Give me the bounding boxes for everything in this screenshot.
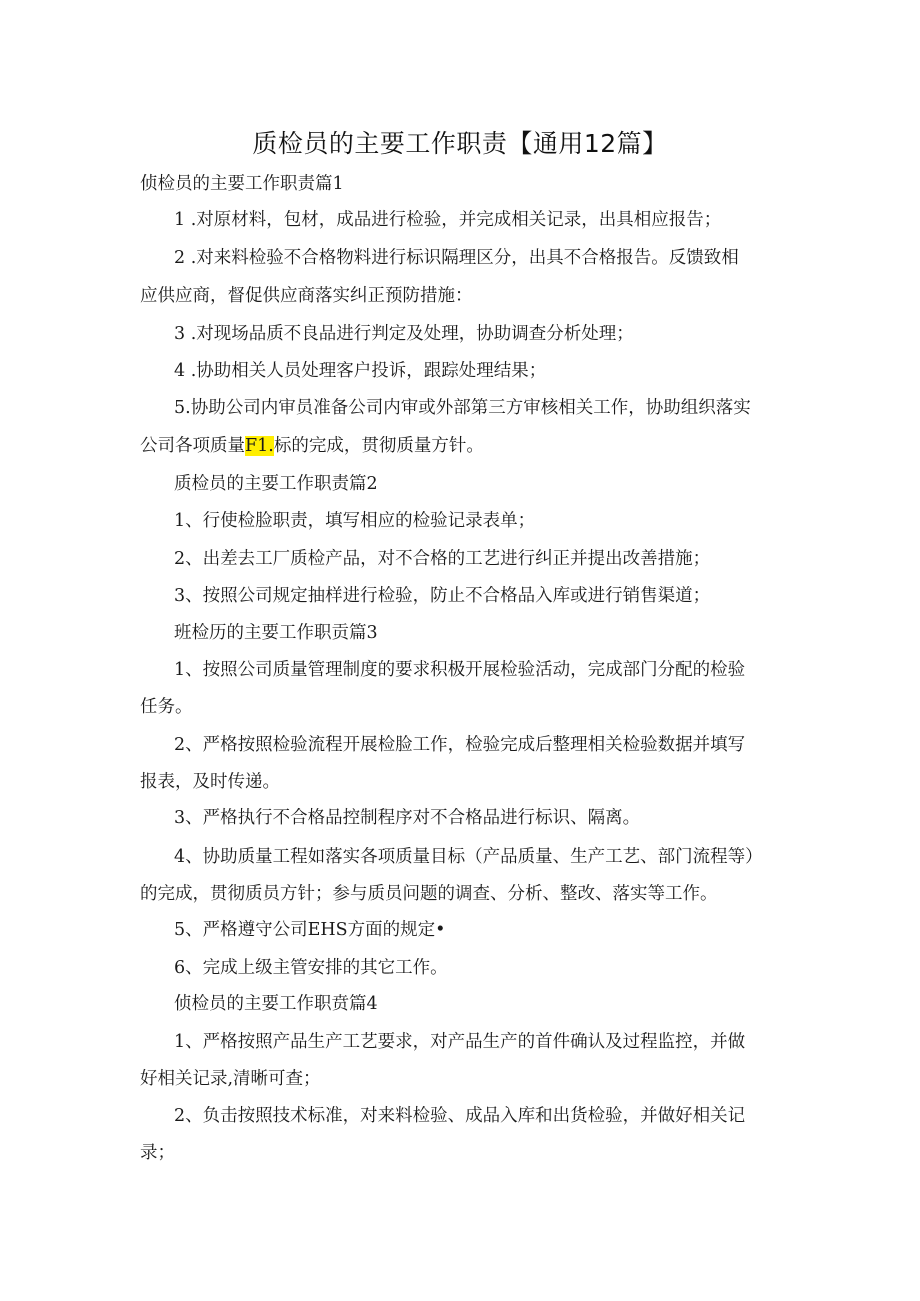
section-heading: 质检员的主要工作职责篇2 xyxy=(174,474,378,494)
section-heading: 班检历的主要工作职贡篇3 xyxy=(174,623,378,643)
paragraph-line: 2、出差去工厂质检产品，对不合格的工艺进行纠正并提出改善措施； xyxy=(174,549,711,569)
paragraph-line: 应供应商，督促供应商落实纠正预防措施： xyxy=(140,286,473,306)
paragraph-line: 2 .对来料检验不合格物料进行标识隔理区分，出具不合格报告。反馈致相 xyxy=(174,248,739,268)
document-title: 质检员的主要工作职责【通用12篇】 xyxy=(252,129,668,158)
paragraph-line: 3、严格执行不合格品控制程序对不合格品进行标识、隔离。 xyxy=(174,808,641,828)
paragraph-text: 标的完成，贯彻质量方针。 xyxy=(273,436,484,456)
paragraph-line: 1、按照公司质量管理制度的要求积极开展检验活动，完成部门分配的检验 xyxy=(174,660,746,680)
section-heading: 侦检员的主要工作职贲篇4 xyxy=(174,994,378,1014)
paragraph-line: 1、严格按照产品生产工艺要求，对产品生产的首件确认及过程监控，并做 xyxy=(174,1032,746,1052)
paragraph-line: 5、严格遵守公司EHS方面的规定• xyxy=(174,920,446,940)
paragraph-line-with-highlight xyxy=(140,434,484,458)
paragraph-line: 1 .对原材料，包材，成品进行检验，并完成相关记录，出具相应报告； xyxy=(174,210,722,230)
paragraph-line: 2、严格按照检验流程开展检脸工作，检验完成后整理相关检验数据并填写 xyxy=(174,735,746,755)
highlighted-text: F1. xyxy=(245,436,274,456)
paragraph-line: 3 .对现场品质不良品进行判定及处理，协助调查分析处理； xyxy=(174,324,634,344)
section-heading: 侦检员的主要工作职责篇1 xyxy=(140,174,344,194)
paragraph-line: 的完成，贯彻质员方针；参与质员问题的调查、分析、整改、落实等工作。 xyxy=(140,884,718,904)
paragraph-line: 4 .协助相关人员处理客户投诉，跟踪处理结果； xyxy=(174,361,547,381)
paragraph-line: 好相关记录,清晰可查； xyxy=(140,1069,321,1089)
paragraph-line: 录； xyxy=(140,1143,175,1163)
paragraph-line: 2、负击按照技术标准，对来料检验、成品入库和出货检验，并做好相关记 xyxy=(174,1106,746,1126)
paragraph-line: 报表，及时传递。 xyxy=(140,772,280,792)
paragraph-line: 任务。 xyxy=(140,697,193,717)
paragraph-line: 6、完成上级主管安排的其它工作。 xyxy=(174,958,448,978)
paragraph-line: 5.协助公司内审员准备公司内审或外部第三方审核相关工作，协助组织落实 xyxy=(174,398,751,418)
paragraph-line: 4、协助质量工程如落实各项质量目标（产品质量、生产工艺、部门流程等） xyxy=(174,847,763,867)
paragraph-line: 3、按照公司规定抽样进行检验，防止不合格品入库或进行销售渠道； xyxy=(174,586,711,606)
paragraph-text: 公司各项质量 xyxy=(140,436,245,456)
paragraph-line: 1、行使检脸职责，填写相应的检验记录表单； xyxy=(174,511,536,531)
